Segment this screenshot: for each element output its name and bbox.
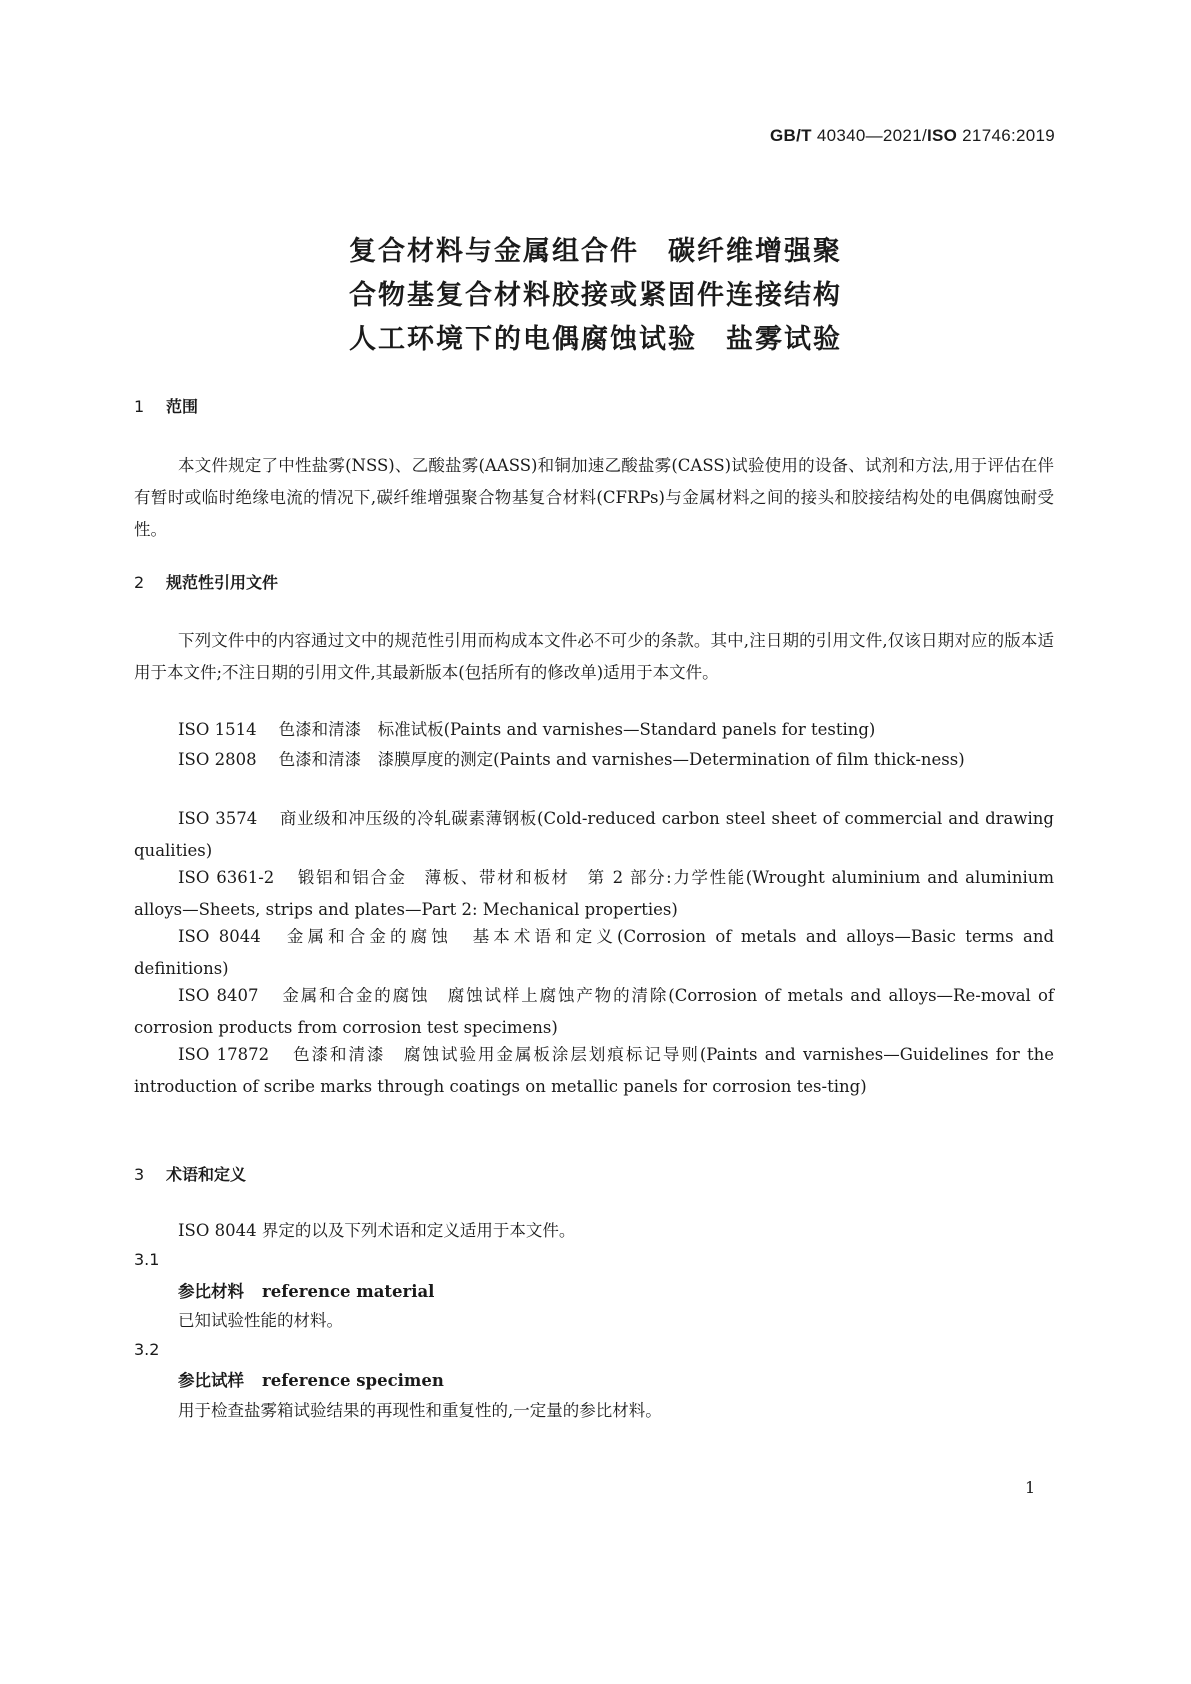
reference-code: ISO 1514 xyxy=(178,720,257,739)
title-line-2: 合物基复合材料胶接或紧固件连接结构 xyxy=(349,280,842,311)
section-2-heading xyxy=(134,570,278,593)
term-definition: 用于检查盐雾箱试验结果的再现性和重复性的,一定量的参比材料。 xyxy=(178,1401,662,1420)
reference-text: 金属和合金的腐蚀 腐蚀试样上腐蚀产物的清除(Corrosion of metals and alloys—Re-moval of corrosion products from corrosion test specimens) xyxy=(134,986,1054,1037)
reference-text: 色漆和清漆 漆膜厚度的测定(Paints and varnishes—Determination of film thick-ness) xyxy=(278,750,965,769)
reference-code: ISO 2808 xyxy=(178,750,257,769)
reference-item xyxy=(134,862,1054,926)
section-1-number: 1 xyxy=(134,397,145,416)
reference-code: ISO 17872 xyxy=(178,1045,270,1064)
term-title xyxy=(134,1365,444,1397)
section-2-title: 规范性引用文件 xyxy=(166,573,279,592)
section-3-body: ISO 8044 界定的以及下列术语和定义适用于本文件。 xyxy=(178,1221,576,1240)
page-number: 1 xyxy=(1025,1478,1036,1497)
section-3-title: 术语和定义 xyxy=(166,1165,247,1184)
section-3-heading xyxy=(134,1162,246,1185)
reference-item xyxy=(134,744,1054,776)
reference-item xyxy=(134,1039,1054,1103)
reference-text: 金属和合金的腐蚀 基本术语和定义(Corrosion of metals and alloys—Basic terms and definitions) xyxy=(134,927,1055,978)
section-2-body: 下列文件中的内容通过文中的规范性引用而构成本文件必不可少的条款。其中,注日期的引用文件,仅该日期对应的版本适用于本文件;不注日期的引用文件,其最新版本(包括所有的修改单)适用于本文件。 xyxy=(134,631,1054,682)
reference-text: 商业级和冲压级的冷轧碳素薄钢板(Cold-reduced carbon steel sheet of commercial and drawing qualities) xyxy=(134,809,1054,860)
std-suffix: 21746:2019 xyxy=(957,126,1055,145)
section-1-title: 范围 xyxy=(166,397,199,416)
reference-item xyxy=(134,803,1054,867)
term-en: reference material xyxy=(262,1282,435,1301)
term-number: 3.2 xyxy=(134,1340,160,1359)
reference-code: ISO 8407 xyxy=(178,986,259,1005)
section-3-number: 3 xyxy=(134,1165,145,1184)
reference-text: 色漆和清漆 腐蚀试验用金属板涂层划痕标记导则(Paints and varnishes—Guidelines for the introduction of scribe marks through coatings on metallic panels for corrosion tes-ting) xyxy=(134,1045,1054,1096)
std-prefix: GB/T xyxy=(770,126,812,145)
reference-text: 色漆和清漆 标准试板(Paints and varnishes—Standard panels for testing) xyxy=(278,720,876,739)
term-definition: 已知试验性能的材料。 xyxy=(178,1311,343,1330)
standard-code xyxy=(770,126,1055,146)
reference-code: ISO 3574 xyxy=(178,809,258,828)
term-en: reference specimen xyxy=(262,1371,444,1390)
section-1-heading xyxy=(134,394,198,417)
title-line-3: 人工环境下的电偶腐蚀试验 盐雾试验 xyxy=(349,324,842,355)
term-zh: 参比试样 xyxy=(178,1371,244,1390)
term-title xyxy=(134,1276,434,1308)
reference-code: ISO 8044 xyxy=(178,927,261,946)
reference-item xyxy=(134,980,1054,1044)
reference-item xyxy=(134,921,1054,985)
reference-item xyxy=(134,714,1054,746)
section-2-number: 2 xyxy=(134,573,145,592)
term-number: 3.1 xyxy=(134,1250,160,1269)
reference-code: ISO 6361-2 xyxy=(178,868,275,887)
reference-text: 锻铝和铝合金 薄板、带材和板材 第 2 部分:力学性能(Wrought aluminium and aluminium alloys—Sheets, strips and plates—Part 2: Mechanical properties) xyxy=(134,868,1054,919)
term-zh: 参比材料 xyxy=(178,1282,244,1301)
section-1-body: 本文件规定了中性盐雾(NSS)、乙酸盐雾(AASS)和铜加速乙酸盐雾(CASS)试验使用的设备、试剂和方法,用于评估在伴有暂时或临时绝缘电流的情况下,碳纤维增强聚合物基复合材料(CFRPs)与金属材料之间的接头和胶接结构处的电偶腐蚀耐受性。 xyxy=(134,456,1054,539)
std-iso: ISO xyxy=(926,126,958,145)
document-title xyxy=(0,230,1191,362)
std-mid: 40340—2021/ xyxy=(811,126,927,145)
title-line-1: 复合材料与金属组合件 碳纤维增强聚 xyxy=(349,236,842,267)
